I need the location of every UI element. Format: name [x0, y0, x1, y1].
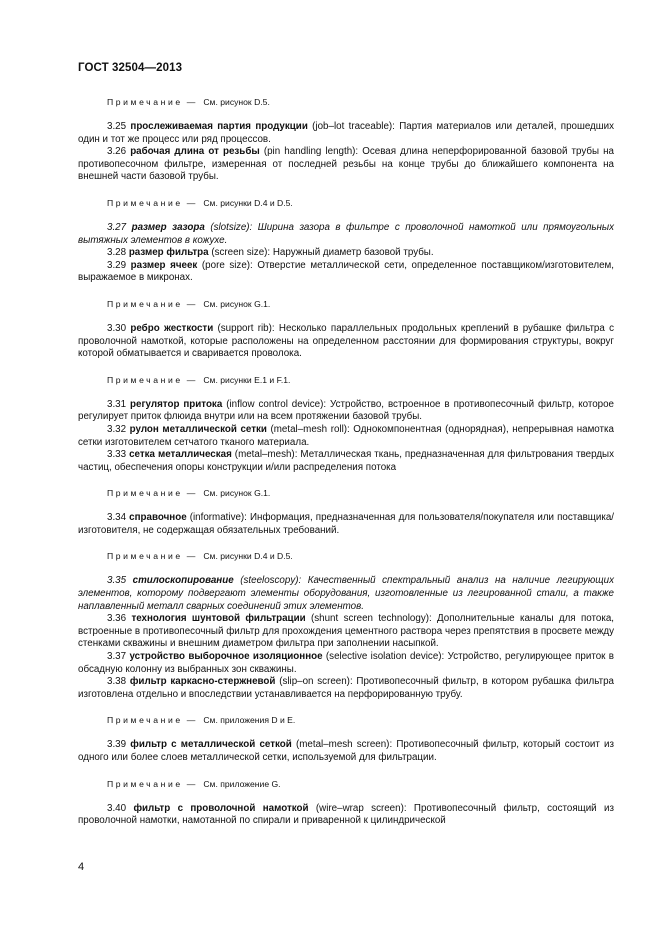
note-dash: —: [186, 374, 196, 385]
term-description: (steeloscopy): Качественный спектральный анализ на наличие легирующих элементов, которому подвергают элементы оборудования, изготовленные из легированной стали, а также наплавленный металл сварных соединений этих элементов.: [78, 575, 614, 612]
term-definition: [78, 739, 614, 764]
term-number: 3.34: [107, 512, 127, 524]
term-definition: [78, 399, 614, 424]
note-text: См. приложения D и E.: [203, 715, 296, 726]
note: [78, 298, 614, 310]
term-number: 3.28: [107, 247, 127, 259]
note-text: См. рисунки D.4 и D.5.: [203, 197, 293, 208]
note-label: Примечание: [107, 374, 183, 385]
term-name: размер зазора: [131, 221, 205, 233]
term-description: (metal–mesh screen): Противопесочный фильтр, который состоит из одного или более слоев металлической сетки, используемой для фильтрации.: [78, 739, 614, 763]
term-number: 3.29: [107, 259, 127, 271]
term-description: (shunt screen technology): Дополнительные каналы для потока, встроенные в противопесочный фильтр для прохождения цементного раствора через препятствия в просвете между стенками скважины и внешним диаметром фильтра при заполнении насыпкой.: [78, 613, 614, 650]
note-label: Примечание: [107, 197, 183, 208]
note-label: Примечание: [107, 97, 183, 107]
note-dash: —: [186, 778, 196, 789]
term-description: (wire–wrap screen): Противопесочный фильтр, состоящий из проволочной намотки, намотанной по спирали и приваренной к цилиндрической: [78, 802, 614, 827]
note-text: См. рисунок G.1.: [203, 488, 271, 499]
term-definition: [78, 260, 614, 285]
term-name: стилоскопирование: [132, 575, 234, 587]
term-name: технология шунтовой фильтрации: [131, 613, 306, 625]
note-dash: —: [186, 298, 196, 309]
note-label: Примечание: [107, 715, 183, 726]
note-dash: —: [186, 197, 196, 208]
term-description: (inflow control device): Устройство, встроенное в противопесочный фильтр, которое регулирует приток флюида внутри или на всем протяжении базовой трубы.: [78, 398, 614, 423]
term-definition: [78, 512, 614, 537]
term-description: (metal–mesh): Металлическая ткань, предназначенная для фильтрования твердых частиц, обеспечения опоры конструкции и/или распределения потока: [78, 449, 614, 473]
term-definition: [78, 247, 614, 260]
note: [78, 550, 614, 562]
note-text: См. рисунки E.1 и F.1.: [203, 374, 291, 385]
term-number: 3.36: [107, 613, 127, 625]
note: [78, 714, 614, 726]
note: [78, 197, 614, 209]
term-name: справочное: [129, 512, 187, 524]
term-name: ребро жесткости: [130, 322, 214, 334]
document-body: [78, 96, 614, 828]
term-number: 3.27: [107, 221, 127, 233]
term-name: регулятор притока: [130, 398, 223, 410]
term-name: сетка металлическая: [129, 449, 232, 461]
note-label: Примечание: [107, 551, 183, 562]
document-code-header: ГОСТ 32504—2013: [78, 62, 183, 74]
note-text: См. рисунки D.4 и D.5.: [203, 551, 293, 562]
term-name: рабочая длина от резьбы: [130, 146, 260, 158]
note-label: Примечание: [107, 298, 183, 309]
term-description: (metal–mesh roll): Однокомпонентная (однорядная), непрерывная намотка сетки изготовителем сетчатого тканого материала.: [78, 423, 614, 448]
term-name: рулон металлической сетки: [129, 423, 267, 435]
term-number: 3.31: [107, 398, 127, 410]
note: [78, 374, 614, 386]
term-number: 3.35: [107, 575, 127, 587]
term-definition: [78, 222, 614, 247]
note-label: Примечание: [107, 488, 183, 499]
note-dash: —: [186, 715, 196, 726]
term-name: фильтр с проволочной намоткой: [133, 802, 309, 814]
term-description: (slip–on screen): Противопесочный фильтр, в котором рубашка фильтра изготовлена отдельно и впоследствии устанавливается на перфорированную трубу.: [78, 676, 614, 700]
term-name: прослеживаемая партия продукции: [130, 121, 308, 132]
term-definition: [78, 323, 614, 361]
term-name: размер фильтра: [128, 247, 209, 259]
term-name: фильтр с металлической сеткой: [130, 739, 292, 751]
term-definition: [78, 613, 614, 651]
term-definition: [78, 449, 614, 474]
term-definition: [78, 676, 614, 701]
term-number: 3.33: [107, 449, 127, 461]
note-text: См. рисунок D.5.: [203, 97, 270, 107]
term-name: фильтр каркасно-стержневой: [129, 676, 276, 688]
term-number: 3.30: [107, 322, 127, 334]
term-description: (pin handling length): Осевая длина неперфорированной базовой трубы на противопесочном фильтре, измеренная от последней резьбы на конце трубы до ближайшего компонента на внешней части базовой трубы.: [78, 146, 614, 183]
term-number: 3.40: [107, 802, 127, 814]
term-number: 3.37: [107, 651, 127, 663]
note: [78, 778, 614, 790]
note-label: Примечание: [107, 778, 183, 789]
term-definition: [78, 121, 614, 146]
term-number: 3.26: [107, 146, 127, 158]
term-description: (slotsize): Ширина зазора в фильтре с проволочной намоткой или прямоугольных вытяжных элементов в кожухе.: [78, 221, 614, 246]
term-name: устройство выборочное изоляционное: [129, 651, 323, 663]
term-description: (selective isolation device): Устройство, регулирующее приток в обсадную колонну из выбранных зон скважины.: [78, 651, 614, 675]
note-text: См. приложение G.: [203, 778, 281, 789]
note-dash: —: [186, 551, 196, 562]
note-dash: —: [186, 97, 196, 107]
term-definition: [78, 146, 614, 184]
term-number: 3.25: [107, 121, 127, 132]
term-number: 3.38: [107, 676, 127, 688]
term-definition: [78, 575, 614, 613]
note-dash: —: [186, 488, 196, 499]
note: [78, 96, 614, 108]
term-definition: [78, 424, 614, 449]
term-description: (screen size): Наружный диаметр базовой трубы.: [208, 247, 434, 259]
term-number: 3.39: [107, 739, 127, 751]
term-description: (pore size): Отверстие металлической сети, определенное поставщиком/изготовителем, выражаемое в микронах.: [78, 259, 614, 284]
term-description: (job–lot traceable): Партия материалов или деталей, прошедших один и тот же процесс или ряд процессов.: [78, 121, 615, 145]
term-definition: [78, 803, 614, 828]
note: [78, 487, 614, 499]
term-description: (support rib): Несколько параллельных продольных креплений в рубашке фильтра с проволочной намоткой, которые расположены на определенном расстоянии для формирования структуры, вокруг которой обматывается и сваривается проволока.: [78, 322, 614, 360]
term-description: (informative): Информация, предназначенная для пользователя/покупателя или поставщика/изготовителя, не содержащая обязательных требований.: [78, 512, 614, 536]
page-number: 4: [78, 861, 85, 873]
note-text: См. рисунок G.1.: [203, 298, 271, 309]
term-name: размер ячеек: [130, 259, 198, 271]
term-definition: [78, 651, 614, 676]
term-number: 3.32: [107, 423, 127, 435]
